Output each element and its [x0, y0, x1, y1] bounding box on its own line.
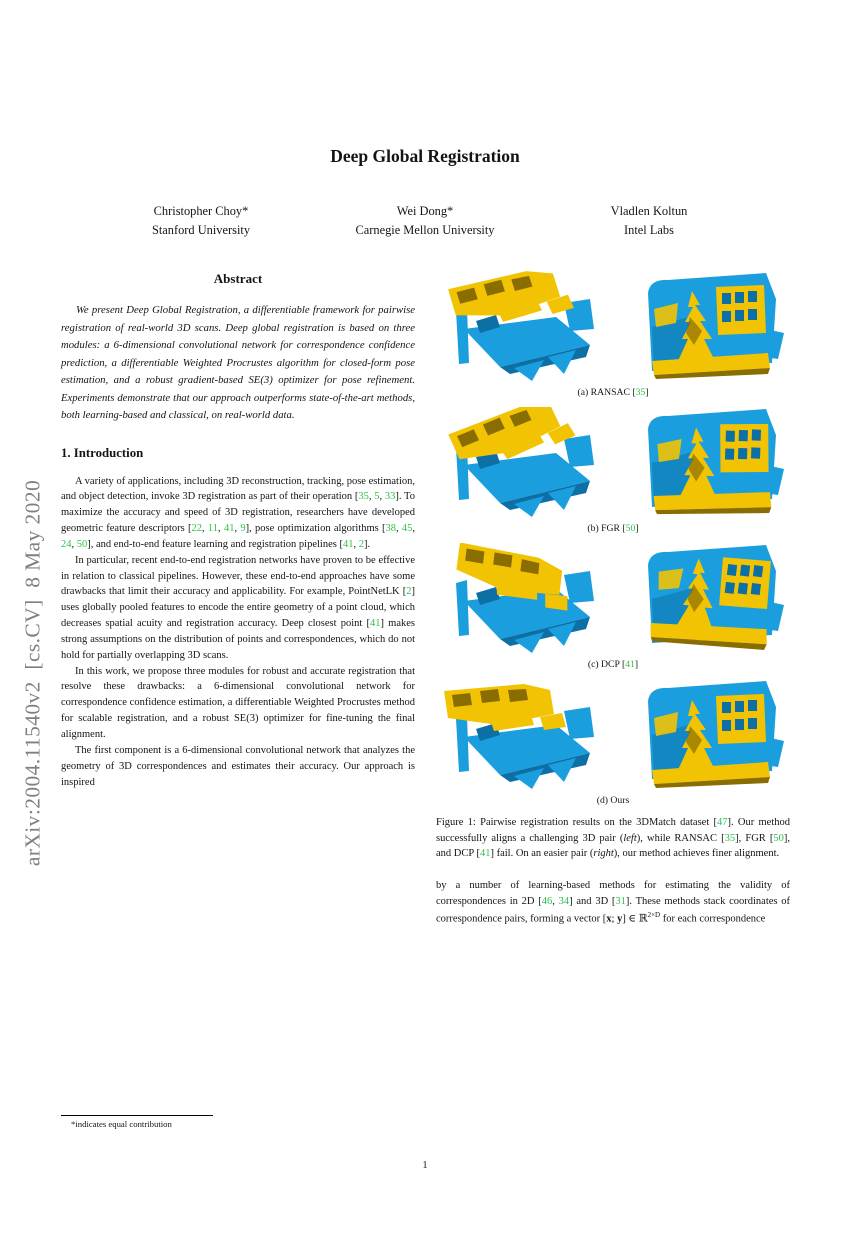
- abstract-text: We present Deep Global Registration, a differentiable framework for pairwise registration of real-world 3D scans. Deep global registration is based on three modules: a 6-dimensional convolutional network for correspondence confidence prediction, a differentiable Weighted Procrustes algorithm for closed-form pose estimation, and a robust gradient-based SE(3) optimizer for pose refinement. Experiments demonstrate that our approach outperforms state-of-the-art methods, both learning-based and classical, on real-world data.: [61, 304, 415, 422]
- figure-row-d: [436, 679, 790, 806]
- intro-paragraph-3: In this work, we propose three modules for robust and accurate registration that resolve these drawbacks: a 6-dimensional convolutional network for correspondence confidence estimation, a differentiable Weighted Procrustes method for scalable registration, and a robust SE(3) optimizer for fine-tuning the final alignment.: [61, 665, 415, 740]
- author-affiliation: Stanford University: [151, 223, 251, 238]
- figure-row-c: [436, 543, 790, 670]
- author-2: [336, 202, 514, 240]
- left-column: [61, 271, 415, 927]
- author-3: [560, 202, 738, 240]
- subcaption-b: (b) FGR [50]: [587, 523, 639, 535]
- subcaption-d: (d) Ours: [596, 795, 630, 807]
- intro-paragraph-1: A variety of applications, including 3D reconstruction, tracking, pose estimation, and object detection, invoke 3D registration as part of their operation [35, 5, 33]. To maximize the accuracy and speed of 3D registration, researchers have developed geometric feature descriptors [22, 11, 41, 9], pose optimization algorithms [38, 45, 24, 50], and end-to-end feature learning and registration pipelines [41, 2].: [61, 475, 416, 550]
- two-column-body: [61, 271, 790, 927]
- figure-1-caption: Figure 1: Pairwise registration results on the 3DMatch dataset [47]. Our method successfully aligns a challenging 3D pair (left), while RANSAC [35], FGR [50], and DCP [41] fail. On an easier pair (right), our method achieves finer alignment.: [436, 817, 791, 859]
- right-column-paragraph: by a number of learning-based methods for estimating the validity of correspondences in 2D [46, 34] and 3D [31]. These methods stack coordinates of correspondence pairs, forming a vector [x; y] ∈ ℝ$^{2\times D}$ for each correspondence: [436, 880, 790, 925]
- pointcloud-ransac-left: [438, 271, 608, 383]
- pointcloud-dcp-left: [438, 543, 608, 655]
- footnote-rule: [61, 1115, 213, 1116]
- author-name: Vladlen Koltun: [610, 204, 688, 218]
- pointcloud-fgr-left: [438, 407, 608, 519]
- page-number: 1: [422, 1160, 428, 1171]
- author-affiliation: Carnegie Mellon University: [355, 223, 495, 238]
- section-heading-introduction: 1. Introduction: [61, 445, 144, 460]
- figure-row-a: [436, 271, 790, 398]
- right-column: [436, 271, 790, 927]
- pointcloud-ours-left: [438, 679, 608, 791]
- author-affiliation: Intel Labs: [624, 223, 674, 238]
- arxiv-watermark: arXiv:2004.11540v2 [cs.CV] 8 May 2020: [20, 479, 45, 867]
- pointcloud-dcp-right: [618, 543, 788, 655]
- intro-paragraph-4: The first component is a 6-dimensional convolutional network that analyzes the geometry of 3D correspondences and estimates their accuracy. Our approach is inspired: [61, 744, 415, 788]
- pointcloud-ours-right: [618, 679, 788, 791]
- abstract-heading: Abstract: [213, 271, 263, 287]
- figure-row-b: [436, 407, 790, 534]
- footnote-text: *indicates equal contribution: [71, 1119, 172, 1129]
- subcaption-a: (a) RANSAC [35]: [577, 387, 649, 399]
- pointcloud-ransac-right: [618, 271, 788, 383]
- intro-paragraph-2: In particular, recent end-to-end registration networks have proven to be effective in relation to classical pipelines. However, these end-to-end approaches have some drawbacks that limit their accuracy and applicability. For example, PointNetLK [2] uses globally pooled features to encode the entire geometry of a point cloud, which decreases spatial acuity and registration accuracy. Deep closest point [41] makes strong assumptions on the distribution of points and correspondences, which do not hold for partially overlapping 3D scans.: [61, 554, 415, 661]
- author-name: Wei Dong*: [396, 204, 454, 218]
- author-1: [112, 202, 290, 240]
- page-title: Deep Global Registration: [330, 146, 520, 166]
- footnote: [61, 1115, 415, 1129]
- pointcloud-fgr-right: [618, 407, 788, 519]
- author-list: [0, 202, 850, 240]
- subcaption-c: (c) DCP [41]: [587, 659, 639, 671]
- author-name: Christopher Choy*: [153, 204, 249, 218]
